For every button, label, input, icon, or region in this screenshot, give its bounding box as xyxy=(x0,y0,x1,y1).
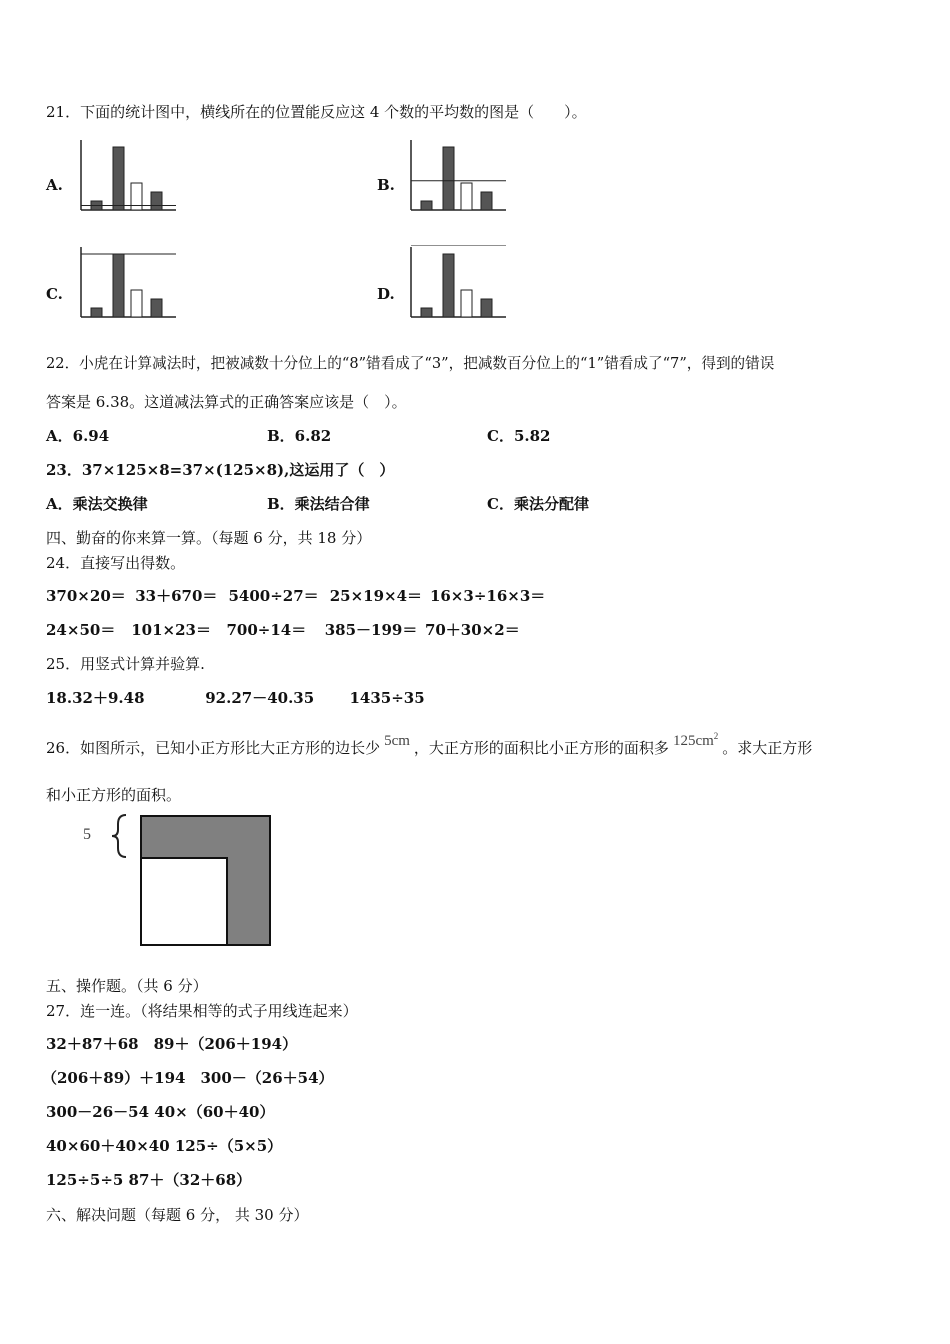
q26-text-part2: ，大正方形的面积比小正方形的面积多 xyxy=(413,739,669,757)
q27-row: 32＋87＋68 89＋（206＋194） xyxy=(46,1035,298,1053)
q24-expr: 33＋670＝ xyxy=(135,587,218,605)
chart-bar xyxy=(481,299,492,317)
q22-question-line1: 22．小虎在计算减法时，把被减数十分位上的“8”错看成了“3”，把减数百分位上的“1”错看成了“7”，得到的错误 xyxy=(46,355,775,372)
q22-question-line2: 答案是 6.38。这道减法算式的正确答案应该是（ ）。 xyxy=(46,393,407,411)
q24-expr: 24×50＝ xyxy=(46,621,116,639)
q26-math-125cm2 xyxy=(673,733,718,749)
q26-text-part1: 26．如图所示，已知小正方形比大正方形的边长少 xyxy=(46,739,381,757)
section-5-heading: 五、操作题。（共 6 分） xyxy=(46,977,208,995)
chart-bar xyxy=(443,147,454,210)
chart-bar xyxy=(91,308,102,317)
q21-option-c-label: C. xyxy=(46,285,63,303)
chart-bar xyxy=(461,290,472,317)
q23-question: 23．37×125×8=37×(125×8),这运用了（ ） xyxy=(46,461,395,479)
chart-bar xyxy=(461,183,472,210)
q22-option-c: C．5.82 xyxy=(487,427,551,445)
q24-expr: 385－199＝ xyxy=(324,621,418,639)
q23-option-b: B．乘法结合律 xyxy=(267,495,370,513)
q26-math-5cm: 5cm xyxy=(384,733,410,749)
chart-bar xyxy=(421,308,432,317)
chart-bar xyxy=(131,290,142,317)
q26-question-line2: 和小正方形的面积。 xyxy=(46,786,182,804)
q27-row: 300－26－54 40×（60＋40） xyxy=(46,1103,275,1121)
brace-icon xyxy=(112,815,126,857)
q24-row-1 xyxy=(46,586,545,606)
q27-row: （206＋89）＋194 300－（26＋54） xyxy=(42,1069,334,1087)
q26-text-part3: 。求大正方形 xyxy=(722,739,813,757)
q23-option-c: C．乘法分配律 xyxy=(487,495,589,513)
q24-expr: 70＋30×2＝ xyxy=(424,621,520,639)
chart-bar xyxy=(421,201,432,210)
q26-squares-diagram xyxy=(80,812,280,952)
q21-question: 21．下面的统计图中，横线所在的位置能反应这 4 个数的平均数的图是（ ）。 xyxy=(46,103,587,121)
q21-chart-b xyxy=(406,138,516,218)
q22-option-b: B．6.82 xyxy=(267,427,332,445)
q22-option-a: A．6.94 xyxy=(46,427,110,445)
q24-expr: 370×20＝ xyxy=(46,587,126,605)
q25-expr: 1435÷35 xyxy=(349,689,425,707)
q25-expr: 92.27－40.35 xyxy=(205,689,315,707)
q26-math-sup: 2 xyxy=(713,731,719,741)
q26-figure xyxy=(80,812,280,952)
q21-option-a-label: A. xyxy=(46,176,63,194)
q27-row: 40×60＋40×40 125÷（5×5） xyxy=(46,1137,283,1155)
chart-bar xyxy=(113,254,124,317)
chart-bar xyxy=(443,254,454,317)
q25-expr: 18.32＋9.48 xyxy=(46,689,145,707)
q24-expr: 5400÷27＝ xyxy=(228,587,319,605)
q21-chart-c xyxy=(76,245,186,325)
q21-option-b-label: B. xyxy=(377,176,395,194)
q24-expr: 700÷14＝ xyxy=(226,621,307,639)
q24-title: 24．直接写出得数。 xyxy=(46,554,186,572)
q27-title: 27．连一连。（将结果相等的式子用线连起来） xyxy=(46,1002,358,1020)
section-6-heading: 六、解决问题（每题 6 分， 共 30 分） xyxy=(46,1206,309,1224)
q24-expr: 101×23＝ xyxy=(131,621,211,639)
q21-option-d-label: D. xyxy=(377,285,395,303)
q23-option-a: A．乘法交换律 xyxy=(46,495,148,513)
chart-bar xyxy=(151,299,162,317)
small-square xyxy=(141,858,227,945)
q24-expr: 25×19×4＝ xyxy=(329,587,423,605)
q24-row-2 xyxy=(46,620,520,640)
chart-bar xyxy=(113,147,124,210)
q25-title: 25．用竖式计算并验算. xyxy=(46,655,205,673)
q25-items xyxy=(46,688,425,708)
q24-expr: 16×3÷16×3＝ xyxy=(429,587,546,605)
section-4-heading: 四、勤奋的你来算一算。（每题 6 分，共 18 分） xyxy=(46,529,372,547)
chart-bar xyxy=(151,192,162,210)
q27-row: 125÷5÷5 87＋（32＋68） xyxy=(46,1171,252,1189)
q26-math-125cm: 125cm xyxy=(672,733,714,749)
q21-chart-d xyxy=(406,245,516,325)
q26-question-line1 xyxy=(46,731,813,759)
q21-chart-a xyxy=(76,138,186,218)
q26-figure-label: 5 xyxy=(83,826,91,843)
chart-bar xyxy=(481,192,492,210)
